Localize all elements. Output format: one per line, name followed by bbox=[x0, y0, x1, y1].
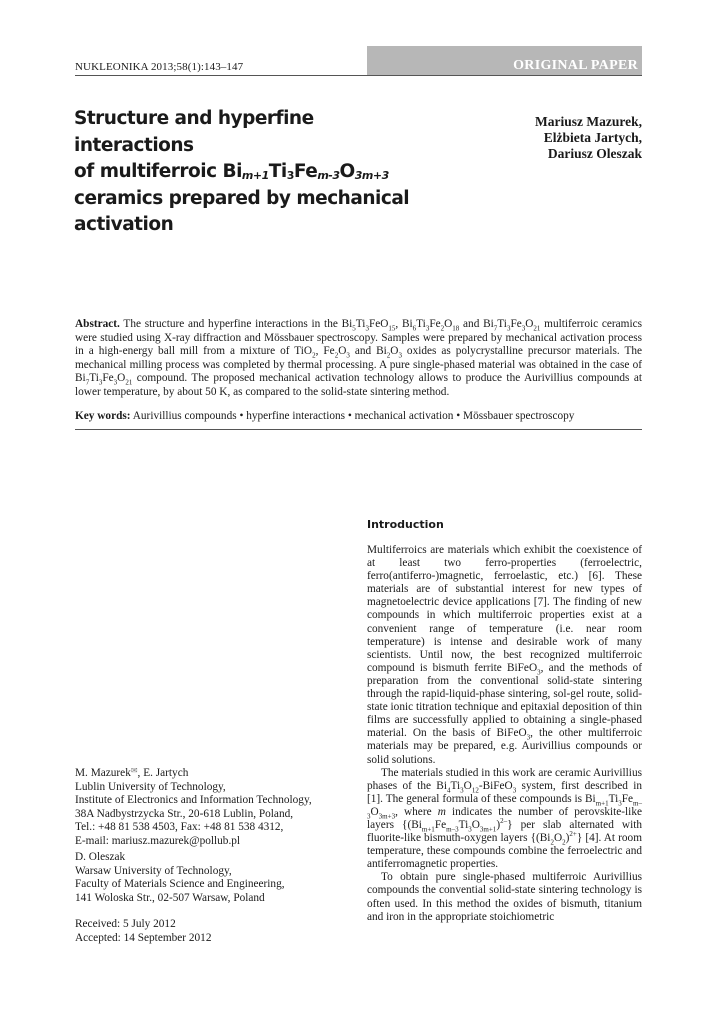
paragraph: The materials studied in this work are ceramic Aurivillius phases of the $Bi_4Ti_3O_{12}-BiFeO_3$ system, first described in [1]. The general formula of these compounds is $Bi_{m+1}Ti_3Fe_{m-3}O_{3m+3}$, where m indicates the number of perovskite-like layers $\{(Bi_{m+1}Fe_{m-3}Ti_3O_{3m+1})^{2-}\}$ per slab alternated with fluorite-like bismuth-oxygen layers $\{(Bi_2O_2)^{2+}\}$ [4]. At room temperature, these compounds combine the ferroelectric and antiferromagnetic properties. bbox=[367, 766, 642, 871]
affiliation-line: 38A Nadbystrzycka Str., 20-618 Lublin, Poland, bbox=[75, 807, 294, 820]
affiliation-lublin bbox=[75, 764, 312, 849]
affiliation-authors: D. Oleszak bbox=[75, 851, 126, 863]
accepted-date: Accepted: 14 September 2012 bbox=[75, 931, 212, 944]
abstract: Abstract. The structure and hyperfine interactions in the $Bi_5Ti_3FeO_{15}$, $Bi_6Ti_3Fe_2O_{18}$ and $Bi_7Ti_3Fe_3O_{21}$ multiferroic ceramics were studied using X-ray diffraction and Mössbauer spectroscopy. Samples were prepared by mechanical activation process in a high-energy ball mill from a mixture of TiO$_2$, $Fe_2O_3$ and $Bi_2O_3$ oxides as polycrystalline precursor materials. The mechanical milling process was completed by thermal processing. A pure single-phased material was obtained in the case of $Bi_7Ti_3Fe_3O_{21}$ compound. The proposed mechanical activation technology allows to produce the Aurivillius compounds at lower temperature, by about 50 K, as compared to the solid-state sintering method. bbox=[75, 318, 643, 398]
received-date: Received: 5 July 2012 bbox=[75, 918, 176, 930]
affiliation-line: Faculty of Materials Science and Engineering, bbox=[75, 878, 285, 891]
author-name: Dariusz Oleszak bbox=[547, 146, 642, 161]
title-line-4: activation bbox=[74, 214, 174, 235]
affiliation-line: 141 Woloska Str., 02-507 Warsaw, Poland bbox=[75, 891, 265, 904]
header-divider bbox=[75, 75, 642, 76]
affiliation-email[interactable]: E-mail: mariusz.mazurek@pollub.pl bbox=[75, 834, 241, 847]
affiliation-warsaw bbox=[75, 851, 285, 905]
affiliation-line: Lublin University of Technology, bbox=[75, 780, 226, 793]
section-heading-introduction: Introduction bbox=[367, 518, 444, 531]
submission-dates bbox=[75, 918, 211, 945]
envelope-icon: ✉ bbox=[130, 766, 138, 775]
article-type-label: ORIGINAL PAPER bbox=[513, 58, 638, 73]
paper-title bbox=[74, 106, 414, 239]
paragraph: To obtain pure single-phased multiferroic Aurivillius compounds the convential solid-state sintering technology is often used. In this method the oxides of bismuth, titanium and iron in the appropriate stoichiometric bbox=[367, 871, 642, 923]
article-type-badge bbox=[367, 46, 642, 75]
author-name: Elżbieta Jartych, bbox=[543, 130, 642, 145]
keywords-divider bbox=[75, 429, 642, 430]
affiliation-line: Warsaw University of Technology, bbox=[75, 864, 232, 877]
author-list bbox=[535, 114, 642, 162]
affiliation-line: Tel.: +48 81 538 4503, Fax: +48 81 538 4312, bbox=[75, 821, 284, 834]
journal-citation: NUKLEONIKA 2013;58(1):143–147 bbox=[75, 61, 244, 73]
title-line-3: ceramics prepared by mechanical bbox=[74, 187, 410, 209]
paragraph: Multiferroics are materials which exhibit the coexistence of at least two ferro-properties (ferroelectric, ferro(antiferro-)magnetic, ferroelastic, etc.) [6]. These materials are of substantial interest for new types of magnetoelectric device applications [7]. The finding of new compounds in which multiferroic properties exist at a convenient range of temperature (i.e. near room temperature) is intense and desirable work of many scientists. Until now, the best recognized multiferroic compound is bismuth ferrite BiFeO$_3$, and the methods of preparation from the conventional solid-state sintering through the rapid-liquid-phase sintering, sol-gel route, solid-state ionic titration technique and epitaxial deposition of thin films are successfully applied to obtaining a single-phased material. On the basis of BiFeO$_3$, the other multiferroic materials may be prepared, e.g. Aurivillius compounds or solid solutions. bbox=[367, 544, 642, 766]
affiliation-authors: M. Mazurek✉, E. Jartych bbox=[75, 766, 189, 779]
introduction-body bbox=[367, 544, 642, 924]
title-line-1: Structure and hyperfine interactions bbox=[74, 108, 314, 156]
keywords: Key words: Aurivillius compounds • hyperfine interactions • mechanical activation • Mössbauer spectroscopy bbox=[75, 410, 575, 422]
author-name: Mariusz Mazurek, bbox=[535, 114, 642, 129]
affiliation-line: Institute of Electronics and Information Technology, bbox=[75, 794, 312, 807]
title-line-2: of multiferroic $Bi_{m+1}Ti_3Fe_{m-3}O_{3m+3}$ bbox=[74, 161, 389, 182]
